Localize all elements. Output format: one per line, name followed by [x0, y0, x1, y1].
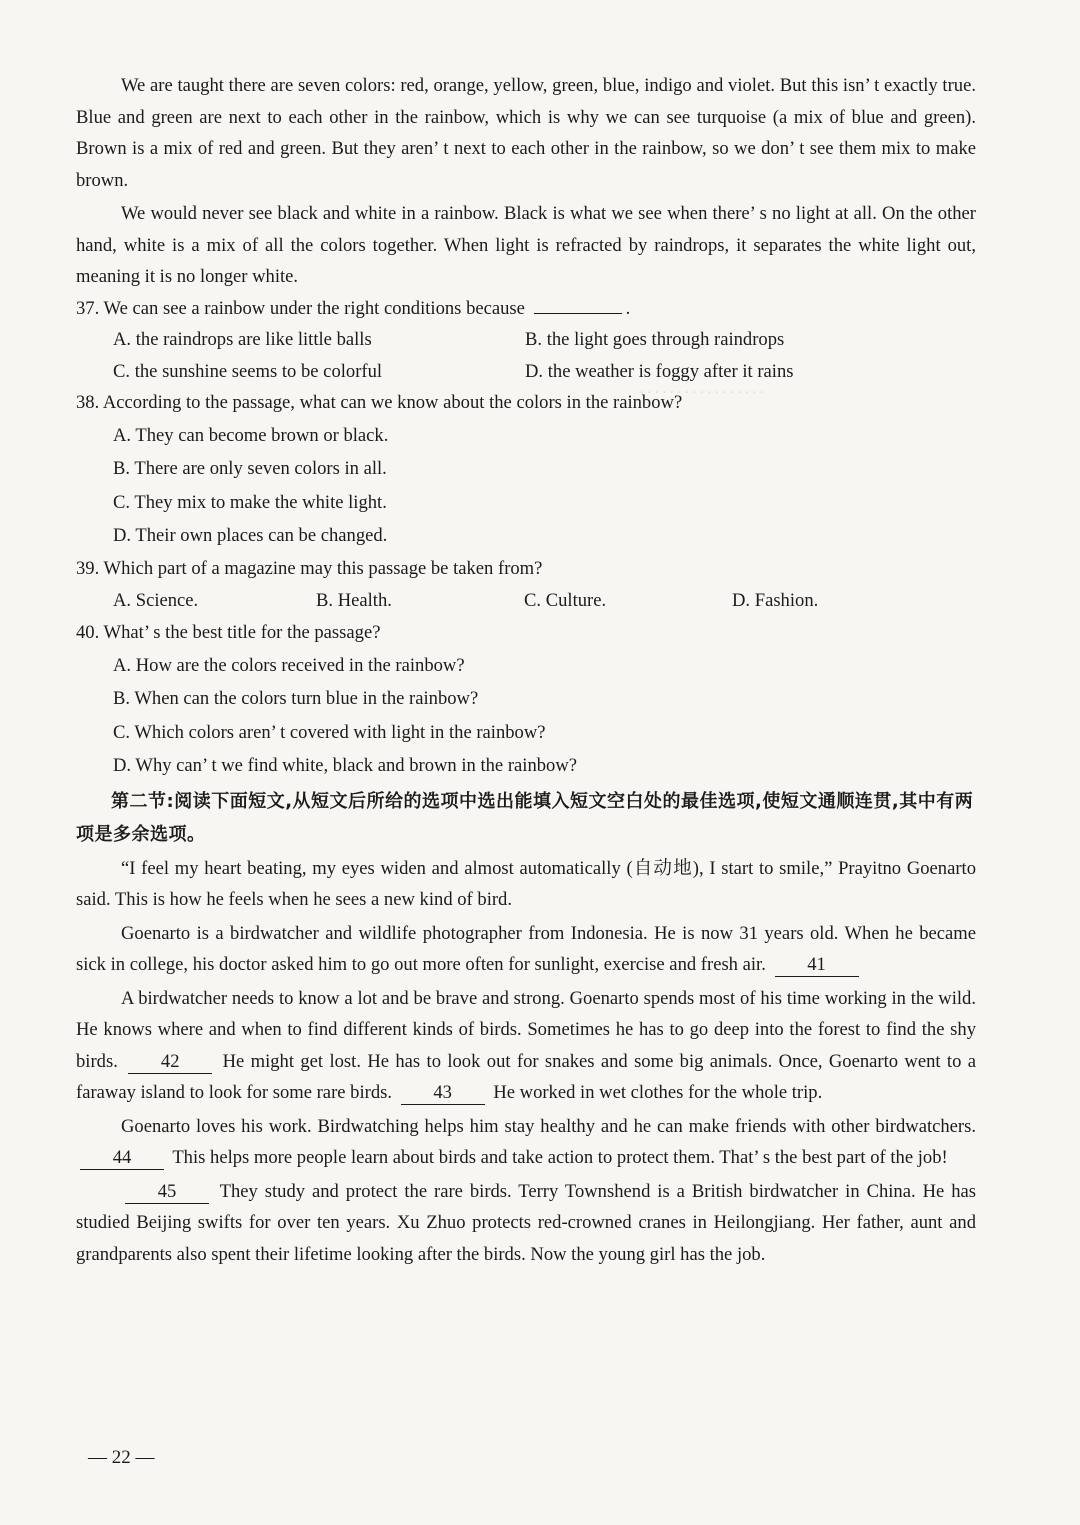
option-d: D. Their own places can be changed. [113, 525, 388, 546]
question-stem-end: . [625, 297, 631, 319]
passage-b-paragraph-4: Goenarto loves his work. Birdwatching helps him stay healthy and he can make friends with other birdwatchers. 44 This helps more people learn about birds and take action to protect them. That’ s the best part of the job! [76, 1111, 976, 1174]
answer-blank [534, 313, 622, 314]
question-38 [76, 387, 976, 553]
blank-42: 42 [128, 1051, 212, 1074]
passage-b-paragraph-3: A birdwatcher needs to know a lot and be brave and strong. Goenarto spends most of his time working in the wild. He knows where and when to find different kinds of birds. Sometimes he has to go deep into the forest to find the shy birds. 42 He might get lost. He has to look out for snakes and some big animals. Once, Goenarto went to a faraway island to look for some rare birds. 43 He worked in wet clothes for the whole trip. [76, 987, 977, 1103]
blank-43: 43 [401, 1082, 485, 1105]
exam-page [76, 70, 976, 1270]
option-d: D. the weather is foggy after it rains [525, 360, 794, 382]
option-a: A. How are the colors received in the rainbow? [113, 654, 465, 676]
question-stem: 37. We can see a rainbow under the right conditions because [76, 297, 525, 319]
question-stem: 39. Which part of a magazine may this passage be taken from? [76, 557, 543, 579]
option-b: B. the light goes through raindrops [525, 329, 785, 350]
question-stem: 40. What’ s the best title for the passage? [76, 622, 381, 643]
option-b: B. When can the colors turn blue in the rainbow? [113, 688, 479, 709]
option-d: D. Why can’ t we find white, black and brown in the rainbow? [113, 755, 578, 776]
option-c: C. Culture. [524, 590, 607, 611]
passage-a-paragraph-2: We would never see black and white in a rainbow. Black is what we see when there’ s no light at all. On the other hand, white is a mix of all the colors together. When light is refracted by raindrops, it separates the white light out, meaning it is no longer white. [76, 203, 976, 287]
passage-b-paragraph-1: “I feel my heart beating, my eyes widen and almost automatically (自动地), I start to smile,” Prayitno Goenarto said. This is how he feels when he sees a new kind of bird. [76, 857, 976, 910]
page-number: — 22 — [88, 1447, 155, 1468]
option-a: A. They can become brown or black. [113, 424, 389, 446]
options [76, 324, 976, 387]
blank-44: 44 [80, 1147, 164, 1170]
passage-b-paragraph-5: 45 They study and protect the rare birds. Terry Townshend is a British birdwatcher in China. He has studied Beijing swifts for over ten years. Xu Zhuo protects red-crowned cranes in Heilongjiang. Her father, aunt and grandparents also spent their lifetime looking after the birds. Now the young girl has the job. [76, 1180, 976, 1265]
question-39 [76, 553, 976, 618]
option-c: C. Which colors aren’ t covered with light in the rainbow? [113, 721, 546, 743]
option-c: C. They mix to make the white light. [113, 491, 387, 513]
show-through-text: . . . . . . . . . . . . . . . . . [640, 381, 764, 397]
question-stem: 38. According to the passage, what can we know about the colors in the rainbow? [76, 392, 683, 413]
option-c: C. the sunshine seems to be colorful [113, 360, 383, 382]
option-a: A. Science. [113, 590, 199, 611]
passage-a-paragraph-1: We are taught there are seven colors: red, orange, yellow, green, blue, indigo and violet. But this isn’ t exactly true. Blue and green are next to each other in the rainbow, which is why we can see turquoise (a mix of blue and green). Brown is a mix of red and green. But they aren’ t next to each other in the rainbow, so we don’ t see them mix to make brown. [76, 75, 976, 191]
option-b: B. There are only seven colors in all. [113, 458, 387, 479]
options [76, 419, 976, 553]
passage-b [76, 853, 976, 1271]
section-heading: 第二节:阅读下面短文,从短文后所给的选项中选出能填入短文空白处的最佳选项,使短文通顺连贯,其中有两项是多余选项。 [76, 790, 974, 845]
options [76, 649, 976, 783]
blank-45: 45 [125, 1181, 209, 1204]
option-b: B. Health. [316, 590, 392, 611]
option-d: D. Fashion. [732, 590, 819, 611]
option-a: A. the raindrops are like little balls [113, 329, 372, 350]
question-37 [76, 293, 976, 388]
options [76, 584, 976, 617]
blank-41: 41 [775, 954, 859, 977]
question-40 [76, 617, 976, 783]
passage-b-paragraph-2: Goenarto is a birdwatcher and wildlife photographer from Indonesia. He is now 31 years old. When he became sick in college, his doctor asked him to go out more often for sunlight, exercise and fresh air. 41 [76, 922, 976, 975]
passage-a [76, 70, 976, 293]
